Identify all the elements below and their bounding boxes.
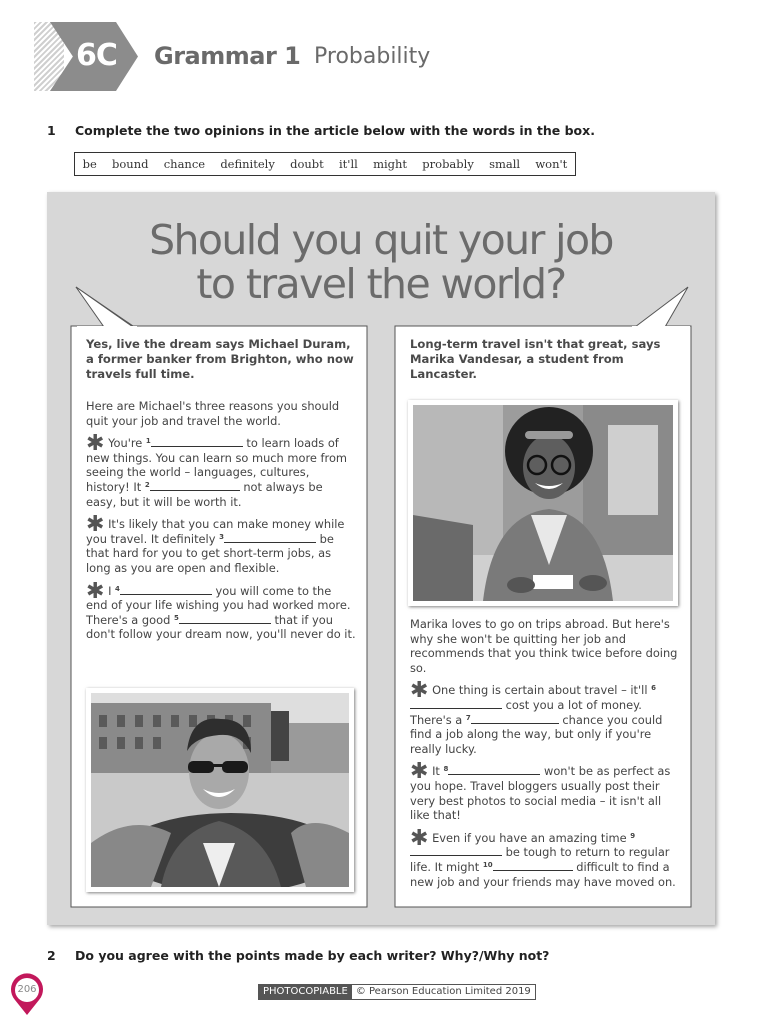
word-box-item: small (489, 157, 521, 171)
word-box-item: chance (163, 157, 206, 171)
word-box-item: might (373, 157, 408, 171)
photo-marika (408, 400, 678, 606)
unit-code: 6C (76, 38, 117, 73)
right-lead: Long-term travel isn't that great, says Marika Vandesar, a student from Lancaster. (410, 337, 661, 381)
asterisk-icon: ✱ (86, 431, 105, 457)
right-column (410, 337, 680, 382)
gap-8[interactable] (448, 764, 540, 775)
gap-4[interactable] (120, 584, 212, 595)
photocopiable-label: PHOTOCOPIABLE (259, 985, 352, 999)
asterisk-icon: ✱ (86, 512, 105, 538)
selfie-man-image (91, 693, 349, 887)
gap-number: 10 (482, 860, 493, 869)
gap-number: 4 (115, 584, 120, 593)
page-number: 206 (17, 984, 37, 995)
left-intro: Here are Michael's three reasons you should quit your job and travel the world. (86, 399, 340, 428)
woman-laptop-image (413, 405, 673, 601)
right-intro: Marika loves to go on trips abroad. But here's why she won't be quitting her job and recommends that you think twice before doing so. (410, 617, 678, 675)
asterisk-icon: ✱ (410, 759, 429, 785)
gap-number: 9 (630, 831, 636, 840)
right-column-body (410, 617, 680, 889)
right-bubble-tail (635, 287, 688, 327)
word-box-item: bound (112, 157, 149, 171)
gap-number: 7 (465, 713, 471, 722)
gap-10[interactable] (493, 860, 573, 871)
question-2-number: 2 (47, 948, 56, 963)
left-bubble-tail (76, 287, 133, 327)
left-reason-3: ✱ I $^4$ you will come to the end of your life wishing you had worked more. There's a good $^5$ that if you don't follow your dream now, you'll never do it. (86, 578, 356, 642)
left-lead: Yes, live the dream says Michael Duram, a former banker from Brighton, who now travels full time. (86, 337, 354, 381)
asterisk-icon: ✱ (410, 678, 429, 704)
footer-copyright (258, 984, 536, 1000)
gap-number: 5 (173, 613, 179, 622)
headline-line-1: Should you quit your job (149, 216, 613, 264)
left-reason-2: ✱ It's likely that you can make money while you travel. It definitely $^3$ be that hard for you to get short-term jobs, as long as you are open and flexible. (86, 512, 345, 575)
left-reason-1: ✱ You're $^1$ to learn loads of new things. You can learn so much more from seeing the world – languages, cultures, history! It $^2$ not always be easy, but it will be worth it. (86, 431, 348, 509)
right-reason-1: ✱ One thing is certain about travel – it'll $^6$ cost you a lot of money. There's a $^7$ chance you could find a job along the way, but only if you're really lucky. (410, 678, 663, 756)
gap-number: 3 (219, 532, 224, 541)
page-title: Grammar 1 (154, 42, 301, 70)
gap-1[interactable] (151, 436, 243, 447)
word-box-item: probably (422, 157, 474, 171)
word-box-item: be (82, 157, 97, 171)
gap-number: 8 (443, 765, 449, 774)
copyright-text: © Pearson Education Limited 2019 (355, 986, 531, 997)
gap-9[interactable] (410, 845, 502, 856)
word-box-item: definitely (220, 157, 275, 171)
right-reason-2: ✱ It $^8$ won't be as perfect as you hope. Travel bloggers usually post their very best photos to social media – it isn't all like that! (410, 759, 671, 823)
gap-5[interactable] (179, 613, 271, 624)
right-reason-3: ✱ Even if you have an amazing time $^9$ be tough to return to regular life. It might $^{10}$ difficult to find a new job and your friends may have moved on. (410, 825, 676, 889)
gap-7[interactable] (471, 713, 559, 724)
word-box-item: it'll (339, 157, 358, 171)
gap-number: 6 (651, 684, 656, 693)
gap-3[interactable] (224, 532, 316, 543)
headline-line-2: to travel the world? (196, 260, 566, 308)
question-2-text: Do you agree with the points made by each writer? Why?/Why not? (75, 948, 550, 963)
photo-michael (86, 688, 354, 892)
question-1-text: Complete the two opinions in the article below with the words in the box. (75, 123, 595, 138)
page-subtitle: Probability (314, 44, 431, 69)
gap-number: 1 (145, 437, 151, 446)
word-box-item: doubt (290, 157, 324, 171)
gap-number: 2 (144, 480, 150, 489)
asterisk-icon: ✱ (410, 825, 429, 851)
word-box-item: won't (535, 157, 568, 171)
left-column (86, 337, 356, 642)
gap-6[interactable] (410, 698, 502, 709)
question-1-number: 1 (47, 123, 56, 138)
gap-2[interactable] (150, 480, 240, 491)
asterisk-icon: ✱ (86, 578, 105, 604)
